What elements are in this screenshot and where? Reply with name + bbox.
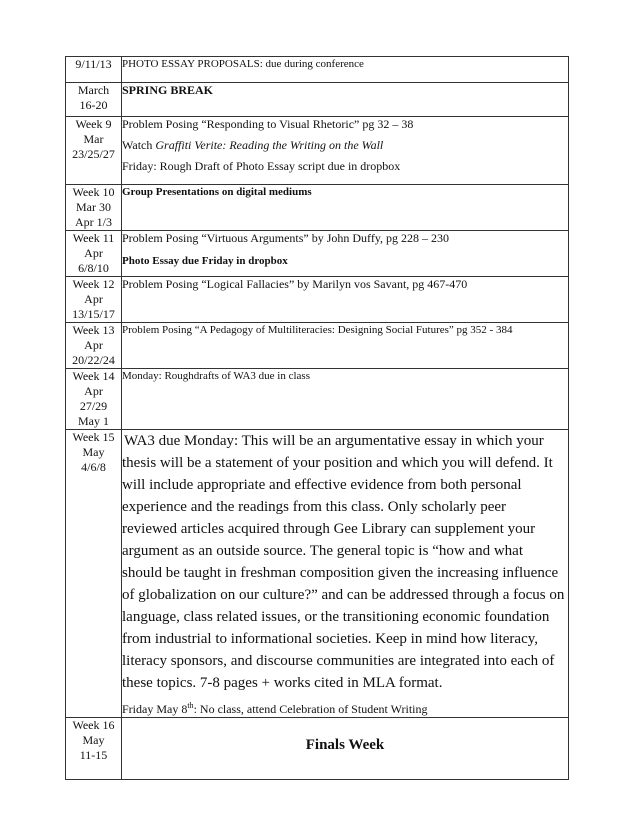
week-label: Week 14 (72, 369, 115, 383)
friday-note-rest: : No class, attend Celebration of Student Writing (193, 702, 428, 716)
week-label: Apr (84, 292, 103, 306)
week-label: 27/29 (79, 399, 108, 413)
week-label: 16-20 (79, 98, 108, 112)
week-cell (66, 117, 122, 185)
content-line: reviewed articles acquired through Gee Library can supplement your (122, 521, 536, 537)
content-line: argument as an outside source. The general topic is “how and what (122, 543, 523, 559)
content-line: of globalization on our culture?” and can be addressed through a focus on (122, 587, 565, 603)
week-label: Week 10 (72, 185, 115, 199)
content-cell (122, 718, 569, 780)
content-line: Problem Posing “Virtuous Arguments” by John Duffy, pg 228 – 230 (122, 231, 450, 245)
content-cell (122, 231, 569, 277)
watch-label: Watch (122, 138, 156, 152)
week-label: Apr (84, 338, 103, 352)
week-label: 20/22/24 (72, 353, 115, 367)
content-line: thesis will be a statement of your position and which you will defend. It (122, 455, 553, 471)
content-line: Photo Essay due Friday in dropbox (122, 255, 288, 267)
week-label: 23/25/27 (72, 147, 115, 161)
content-cell (122, 430, 569, 718)
content-cell (122, 117, 569, 185)
table-row (66, 117, 569, 185)
week-label: Apr (84, 246, 103, 260)
week-cell (66, 718, 122, 780)
week-label: Week 12 (72, 277, 115, 291)
week-label: 13/15/17 (72, 307, 115, 321)
content-line: will include appropriate and effective evidence from both personal (122, 477, 522, 493)
table-row (66, 323, 569, 369)
content-cell (122, 83, 569, 117)
week-label: May (82, 733, 105, 747)
week-label: Apr (84, 384, 103, 398)
content-line: WA3 due Monday: This will be an argumentative essay in which your (124, 433, 544, 449)
content-line (122, 138, 568, 153)
content-line: experience and the readings from this class. Only scholarly peer (122, 499, 507, 515)
content-line: language, class related issues, or the transitioning economic foundation (122, 609, 550, 625)
week-label: Week 13 (72, 323, 115, 337)
content-line: PHOTO ESSAY PROPOSALS: due during conference (122, 58, 364, 70)
week-cell (66, 430, 122, 718)
week-cell (66, 277, 122, 323)
content-line: Problem Posing “Responding to Visual Rhetoric” pg 32 – 38 (122, 117, 414, 131)
week-label: Apr 1/3 (75, 215, 112, 229)
finals-heading: Finals Week (305, 737, 385, 753)
week-label: May (82, 445, 105, 459)
content-line (122, 698, 568, 717)
content-line: literacy sponsors, and discourse communities are integrated into each of (122, 653, 555, 669)
week-label: 9/11/13 (75, 57, 112, 71)
week-label: May 1 (78, 414, 109, 428)
table-row (66, 185, 569, 231)
ordinal-suffix: th (187, 701, 194, 710)
content-cell (122, 369, 569, 430)
content-line: should be taught in freshman composition given the increasing influence (122, 565, 559, 581)
content-line: Problem Posing “Logical Fallacies” by Marilyn vos Savant, pg 467-470 (122, 277, 468, 291)
schedule-table (65, 56, 569, 780)
content-line: Problem Posing “A Pedagogy of Multiliteracies: Designing Social Futures” pg 352 - 384 (122, 324, 513, 336)
week-cell (66, 323, 122, 369)
week-label: Week 11 (72, 231, 115, 245)
film-title: Graffiti Verite: Reading the Writing on the Wall (155, 138, 384, 152)
week-label: Week 16 (72, 718, 115, 732)
week-cell (66, 369, 122, 430)
week-cell (66, 57, 122, 83)
week-cell (66, 185, 122, 231)
content-line: Group Presentations on digital mediums (122, 186, 312, 198)
week-label: Mar 30 (76, 200, 111, 214)
week-label: 4/6/8 (81, 460, 106, 474)
table-row (66, 231, 569, 277)
table-row (66, 369, 569, 430)
week-cell (66, 83, 122, 117)
week-label: Mar (83, 132, 104, 146)
week-label: Week 15 (72, 430, 115, 444)
content-line: SPRING BREAK (122, 83, 214, 97)
friday-note: Friday May 8 (122, 702, 188, 716)
table-row (66, 718, 569, 780)
table-row (66, 277, 569, 323)
week-label: March (77, 83, 110, 97)
content-line: from industrial to informational societies. Keep in mind how literacy, (122, 631, 539, 647)
week-label: 6/8/10 (78, 261, 109, 275)
content-line: Friday: Rough Draft of Photo Essay script due in dropbox (122, 159, 401, 173)
content-line: Monday: Roughdrafts of WA3 due in class (122, 370, 310, 382)
week-cell (66, 231, 122, 277)
content-cell (122, 277, 569, 323)
table-row (66, 83, 569, 117)
content-line: these topics. 7-8 pages + works cited in MLA format. (122, 675, 443, 691)
week-label: 11-15 (79, 748, 108, 762)
table-row (66, 57, 569, 83)
content-cell (122, 57, 569, 83)
content-cell (122, 323, 569, 369)
week-label: Week 9 (75, 117, 112, 131)
table-row (66, 430, 569, 718)
content-cell (122, 185, 569, 231)
